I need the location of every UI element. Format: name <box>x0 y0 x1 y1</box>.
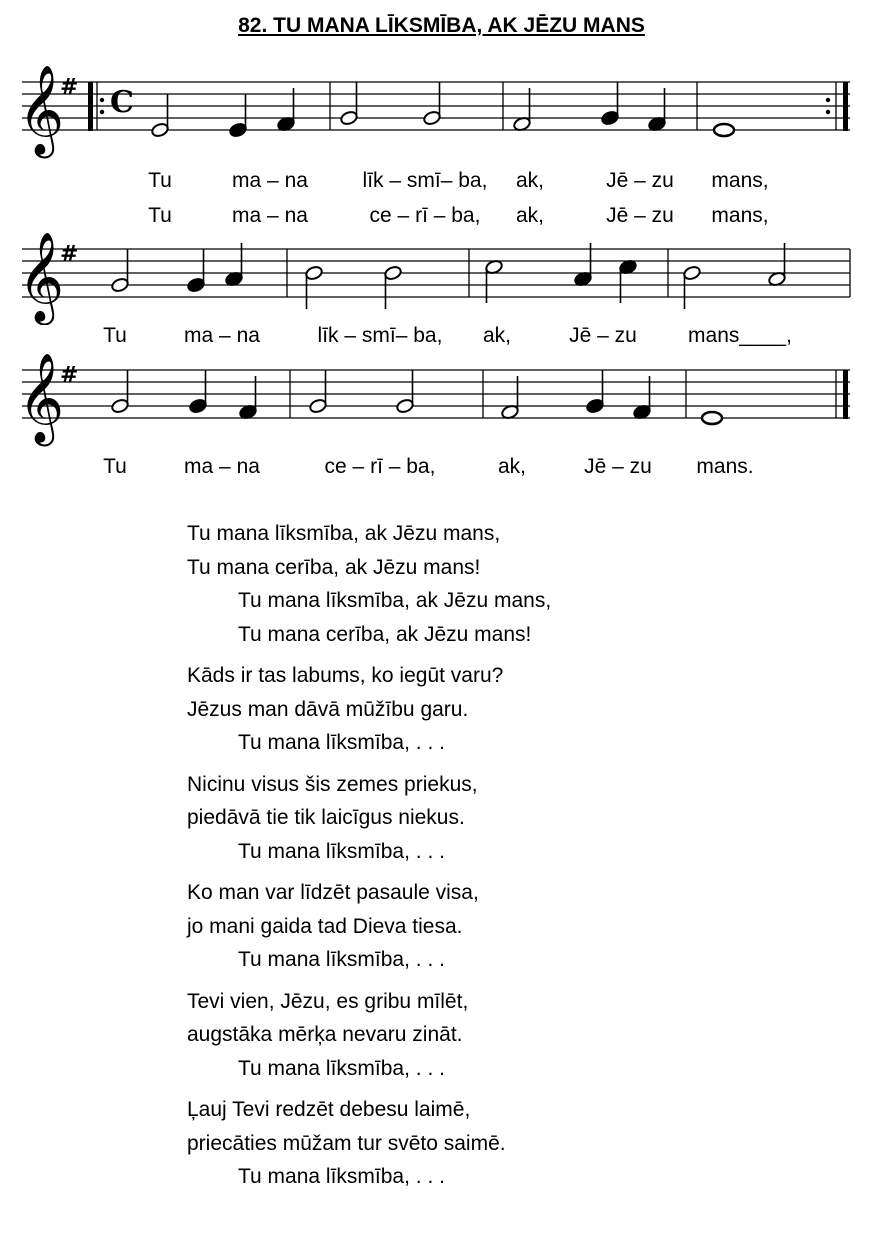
verse-line: Tu mana līksmība, . . . <box>238 948 445 971</box>
lyric-syllable: mans. <box>696 455 754 478</box>
note-head <box>384 265 403 281</box>
verse-line: Tu mana līksmība, . . . <box>238 1165 445 1188</box>
note-head <box>396 398 415 414</box>
music-staff-system-3 <box>0 350 883 450</box>
note-head <box>714 124 734 136</box>
verse-line: jo mani gaida tad Dieva tiesa. <box>187 914 463 938</box>
common-time-icon: C <box>110 85 134 120</box>
lyric-syllable: ce – rī – ba, <box>369 204 481 227</box>
verse-line: Tevi vien, Jēzu, es gribu mīlēt, <box>187 989 469 1013</box>
lyric-syllable: ak, <box>515 169 545 192</box>
verse-line: Tu mana līksmība, . . . <box>238 839 445 863</box>
lyric-syllable: ak, <box>515 204 545 227</box>
lyric-syllable: ma – na <box>232 169 308 192</box>
lyric-syllable: ce – rī – ba, <box>324 455 436 478</box>
verse-line: piedāvā tie tik laicīgus niekus. <box>187 806 465 829</box>
lyric-syllable: mans, <box>711 169 769 192</box>
lyric-syllable: Tu <box>103 324 127 347</box>
verse-line: Kāds ir tas labums, ko iegūt varu? <box>187 664 504 687</box>
sharp-icon: # <box>60 242 79 267</box>
verse-line: Nicinu visus šis zemes priekus, <box>187 772 478 796</box>
note-head <box>601 110 620 126</box>
verse-line: Jēzus man dāvā mūžību garu. <box>187 697 469 721</box>
lyric-syllable: Jē – zu <box>606 204 674 227</box>
note-head <box>151 122 170 138</box>
verse-line: Tu mana līksmība, . . . <box>238 1056 445 1080</box>
lyric-syllable: Jē – zu <box>584 455 652 478</box>
page-title: 82. TU MANA LĪKSMĪBA, AK JĒZU MANS <box>238 14 645 37</box>
verse-line: Tu mana līksmība, ak Jēzu mans, <box>187 522 501 545</box>
music-staff-system-2 <box>0 225 883 325</box>
sharp-icon: # <box>60 363 79 388</box>
lyric-syllable: līk – smī– ba, <box>317 324 443 347</box>
verse-line: Tu mana cerība, ak Jēzu mans! <box>187 555 481 579</box>
verse-line: Ļauj Tevi redzēt debesu laimē, <box>187 1098 471 1121</box>
sharp-icon: # <box>60 75 79 100</box>
lyric-syllable: Jē – zu <box>606 169 674 192</box>
verse-line: augstāka mērķa nevaru zināt. <box>187 1023 463 1046</box>
note-head <box>229 122 248 138</box>
treble-clef-icon: 𝄞 <box>18 353 65 443</box>
note-head <box>309 398 328 414</box>
lyric-line-4 <box>0 455 883 485</box>
lyric-line-1 <box>0 169 883 199</box>
note-head <box>423 110 442 126</box>
verse-line: Tu mana līksmība, ak Jēzu mans, <box>238 589 552 612</box>
lyric-syllable: mans____, <box>688 324 792 347</box>
verse-line: Tu mana līksmība, . . . <box>238 731 445 754</box>
final-bar-line <box>88 82 93 131</box>
treble-clef-icon: 𝄞 <box>18 65 65 155</box>
final-bar-line <box>843 82 848 131</box>
note-head <box>189 398 208 414</box>
note-head <box>586 398 605 414</box>
note-head <box>187 277 206 293</box>
repeat-dot <box>100 110 104 114</box>
lyric-syllable: Tu <box>148 169 172 192</box>
note-head <box>111 398 130 414</box>
note-head <box>305 265 324 281</box>
treble-clef-icon: 𝄞 <box>18 232 65 322</box>
lyric-syllable: ma – na <box>184 324 260 347</box>
lyric-syllable: ak, <box>482 324 512 347</box>
lyric-syllable: ma – na <box>232 204 308 227</box>
lyric-syllable: līk – smī– ba, <box>362 169 488 192</box>
lyric-syllable: Tu <box>148 204 172 227</box>
final-bar-line <box>843 370 848 419</box>
repeat-dot <box>826 110 830 114</box>
lyric-syllable: ma – na <box>184 455 260 478</box>
lyric-syllable: Jē – zu <box>569 324 637 347</box>
note-head <box>683 265 702 281</box>
verse-line: Ko man var līdzēt pasaule visa, <box>187 881 479 904</box>
lyric-syllable: Tu <box>103 455 127 478</box>
note-head <box>702 412 722 424</box>
lyric-syllable: ak, <box>497 455 527 478</box>
repeat-dot <box>826 98 830 102</box>
verse-line: priecāties mūžam tur svēto saimē. <box>187 1131 506 1155</box>
note-head <box>111 277 130 293</box>
music-staff-system-1 <box>0 60 883 160</box>
lyric-syllable: mans, <box>711 204 769 227</box>
verse-line: Tu mana cerība, ak Jēzu mans! <box>238 622 532 646</box>
note-head <box>340 110 359 126</box>
repeat-dot <box>100 98 104 102</box>
